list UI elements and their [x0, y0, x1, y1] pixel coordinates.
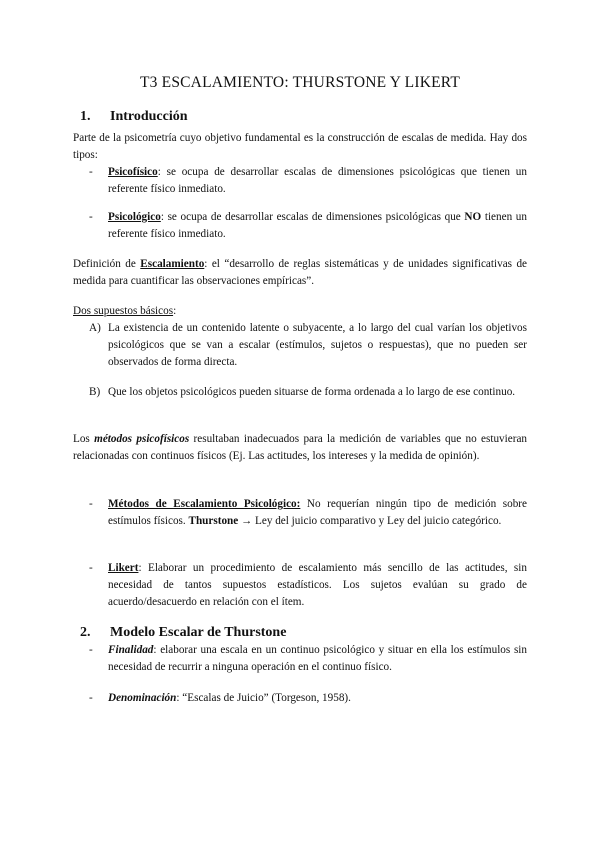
term: Psicofísico [108, 166, 158, 178]
definition-paragraph: Definición de Escalamiento: el “desarrollo de reglas sistemáticas y de unidades significativas de medida para cuantificar las observaciones empíricas”. [73, 258, 528, 287]
term: Métodos de Escalamiento Psicológico: [108, 498, 301, 510]
list-item-finalidad [89, 642, 527, 676]
list-item-text: Que los objetos psicológicos pueden situarse de forma ordenada a lo largo de ese continuo. [108, 386, 516, 398]
assumption-b [89, 384, 527, 401]
list-item-text: Likert: Elaborar un procedimiento de escalamiento más sencillo de las actitudes, sin necesidad de tantos supuestos estadísticos. Los sujetos evalúan su grado de acuerdo/desacuerdo en relación con el ítem. [108, 562, 527, 608]
list-marker: A) [89, 322, 101, 334]
term: Finalidad [108, 644, 154, 656]
list-marker: - [89, 166, 93, 178]
list-marker: B) [89, 386, 101, 398]
list-item-likert [89, 560, 527, 611]
term: Likert [108, 562, 139, 574]
list-item-text: La existencia de un contenido latente o subyacente, a lo largo del cual varían los objetivos psicológicos que se van a escalar (estímulos, sujetos o respuestas), que no pueden ser observados de forma directa. [108, 322, 527, 368]
list-item-denominacion [89, 690, 527, 707]
list-item-text: Denominación: “Escalas de Juicio” (Torgeson, 1958). [108, 692, 351, 704]
methods-paragraph: Los métodos psicofísicos resultaban inadecuados para la medición de variables que no estuvieran relacionadas con continuos físicos (Ej. Las actitudes, los intereses y la medida de opinión). [73, 433, 527, 462]
list-marker: - [89, 692, 93, 704]
term: Escalamiento [140, 258, 205, 270]
section-2-heading [80, 625, 286, 641]
list-item-text: Métodos de Escalamiento Psicológico: No requerían ningún tipo de medición sobre estímulos físicos. Thurstone → Ley del juicio comparativo y Ley del juicio categórico. [108, 498, 527, 527]
section-title: Modelo Escalar de Thurstone [110, 625, 287, 640]
assumptions-label: Dos supuestos básicos: [73, 305, 177, 317]
section-number: 2. [80, 625, 91, 640]
list-item-psicologico [89, 209, 527, 243]
intro-paragraph: Parte de la psicometría cuyo objetivo fundamental es la construcción de escalas de medida. Hay dos tipos: [73, 132, 527, 161]
section-1-heading [80, 109, 188, 125]
list-item-escalamiento-psicologico [89, 496, 527, 530]
term: métodos psicofísicos [94, 433, 190, 445]
term: Psicológico [108, 211, 161, 223]
term: Denominación [108, 692, 177, 704]
emphasis: NO [464, 211, 482, 223]
list-item-text: Psicofísico: se ocupa de desarrollar escalas de dimensiones psicológicas que tienen un referente físico inmediato. [108, 166, 527, 195]
document-title: T3 ESCALAMIENTO: THURSTONE Y LIKERT [139, 74, 461, 91]
list-item-text: Finalidad: elaborar una escala en un continuo psicológico y situar en ella los estímulos sin necesidad de recurrir a ninguna operación en el continuo físico. [108, 644, 527, 673]
list-marker: - [89, 644, 93, 656]
list-item-text: Psicológico: se ocupa de desarrollar escalas de dimensiones psicológicas que NO tienen un referente físico inmediato. [108, 211, 527, 240]
arrow-icon: → [241, 515, 253, 527]
assumption-a [89, 320, 527, 371]
section-title: Introducción [110, 109, 188, 124]
list-marker: - [89, 498, 93, 510]
list-marker: - [89, 562, 93, 574]
section-number: 1. [80, 109, 91, 124]
list-item-psicofisico [89, 164, 527, 198]
emphasis: Thurstone [188, 515, 239, 527]
list-marker: - [89, 211, 93, 223]
